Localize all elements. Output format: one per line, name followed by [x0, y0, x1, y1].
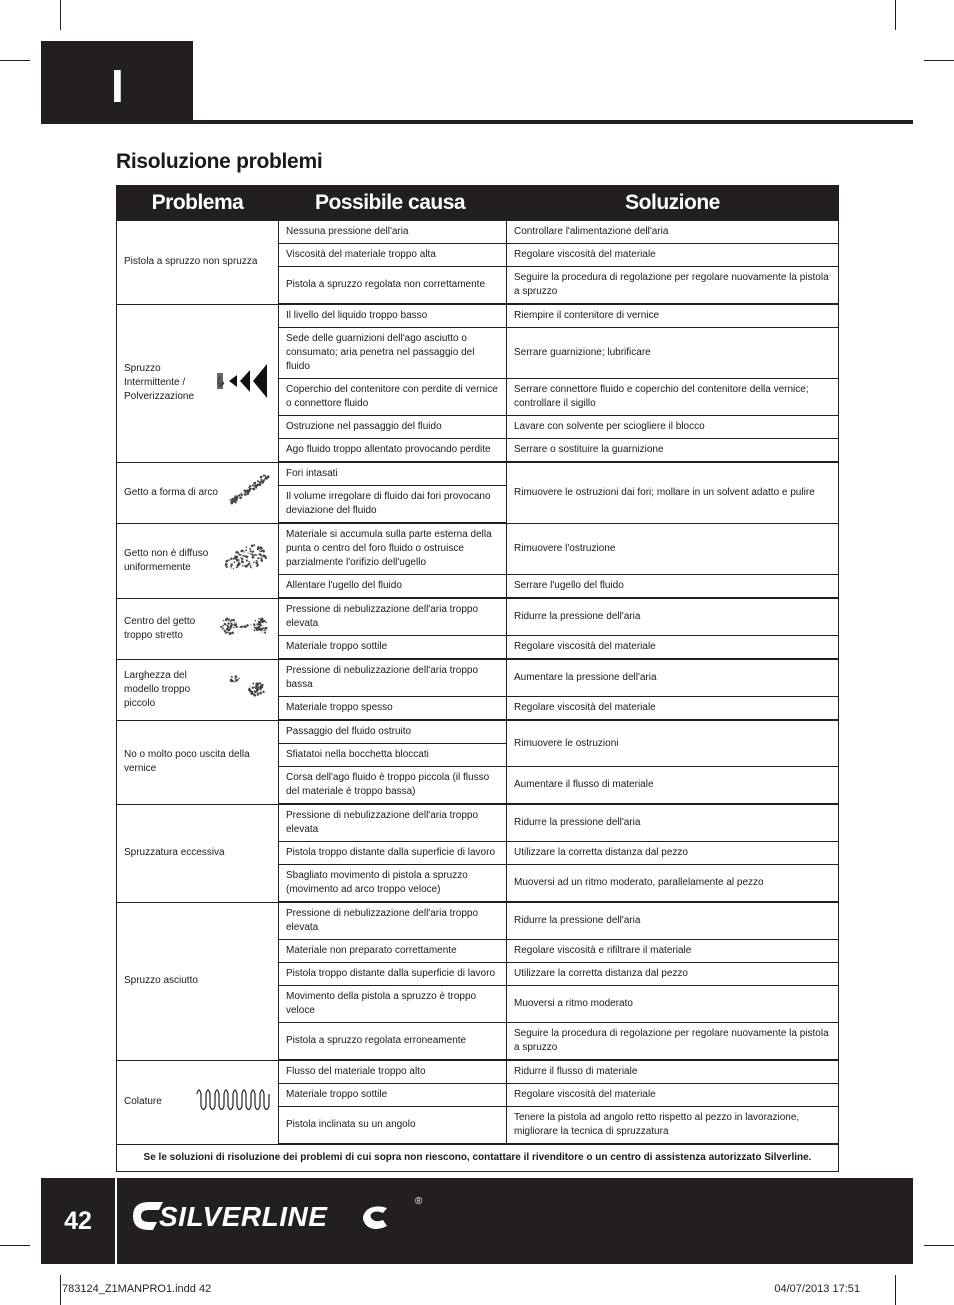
- table-row: [117, 598, 839, 636]
- cause-cell: Pistola a spruzzo regolata non correttamente: [279, 267, 507, 305]
- solution-cell: Muoversi ad un ritmo moderato, parallelamente al pezzo: [507, 865, 839, 903]
- footer-bar: [41, 1178, 913, 1264]
- print-file-slug: 783124_Z1MANPRO1.indd 42: [62, 1283, 212, 1295]
- solution-cell: Tenere la pistola ad angolo retto rispetto al pezzo in lavorazione, migliorare la tecnica di spruzzatura: [507, 1107, 839, 1145]
- cause-cell: Materiale troppo sottile: [279, 636, 507, 660]
- print-date-slug: 04/07/2013 17:51: [774, 1283, 860, 1295]
- header-solution: Soluzione: [507, 186, 839, 221]
- solution-cell: Serrare connettore fluido e coperchio del contenitore della vernice; controllare il sigillo: [507, 379, 839, 416]
- cause-cell: Corsa dell'ago fluido è troppo piccola (il flusso del materiale è troppo bassa): [279, 767, 507, 805]
- problem-cell: [117, 1060, 279, 1144]
- cause-cell: Sfiatatoi nella bocchetta bloccati: [279, 744, 507, 767]
- problem-label: Pistola a spruzzo non spruzza: [124, 256, 258, 268]
- crop-mark: [60, 0, 61, 30]
- intermittent-spray-icon: [215, 361, 271, 406]
- solution-cell: Rimuovere l'ostruzione: [507, 523, 839, 575]
- crop-mark: [895, 0, 896, 30]
- registered-mark: ®: [415, 1196, 423, 1207]
- cause-cell: Pressione di nebulizzazione dell'aria troppo elevata: [279, 598, 507, 636]
- table-row: [117, 523, 839, 575]
- problem-label: Larghezza del modello troppo piccolo: [124, 669, 191, 709]
- solution-cell: Serrare o sostituire la guarnizione: [507, 439, 839, 463]
- cause-cell: Allentare l'ugello del fluido: [279, 575, 507, 599]
- problem-cell: [117, 221, 279, 305]
- cause-cell: Pistola a spruzzo regolata erroneamente: [279, 1023, 507, 1061]
- solution-cell: Lavare con solvente per sciogliere il blocco: [507, 416, 839, 439]
- solution-cell: Regolare viscosità del materiale: [507, 1084, 839, 1107]
- cause-cell: Pistola troppo distante dalla superficie di lavoro: [279, 963, 507, 986]
- problem-label: Getto non è diffuso uniformemente: [124, 547, 209, 573]
- solution-cell: Utilizzare la corretta distanza dal pezzo: [507, 963, 839, 986]
- arc-spray-icon: [227, 473, 271, 512]
- table-body: [117, 221, 839, 1172]
- solution-cell: Regolare viscosità e rifiltrare il materiale: [507, 940, 839, 963]
- silverline-logo: [129, 1186, 429, 1238]
- solution-cell: Aumentare la pressione dell'aria: [507, 659, 839, 697]
- solution-cell: Seguire la procedura di regolazione per regolare nuovamente la pistola a spruzzo: [507, 267, 839, 305]
- table-row: [117, 221, 839, 244]
- crop-mark: [895, 1275, 896, 1305]
- crop-mark: [924, 60, 954, 61]
- table-footnote-row: [117, 1144, 839, 1172]
- cause-cell: Fori intasati: [279, 462, 507, 486]
- logo-wordmark: SILVERLINE: [159, 1201, 328, 1232]
- cause-cell: Materiale non preparato correttamente: [279, 940, 507, 963]
- solution-cell: Serrare l'ugello del fluido: [507, 575, 839, 599]
- solution-cell: Utilizzare la corretta distanza dal pezzo: [507, 842, 839, 865]
- small-pattern-spray-icon: [227, 673, 271, 706]
- problem-label: Centro del getto troppo stretto: [124, 615, 196, 641]
- solution-cell: Ridurre la pressione dell'aria: [507, 902, 839, 940]
- cause-cell: Movimento della pistola a spruzzo è troppo veloce: [279, 986, 507, 1023]
- solution-cell: Aumentare il flusso di materiale: [507, 767, 839, 805]
- cause-cell: Ago fluido troppo allentato provocando perdite: [279, 439, 507, 463]
- problem-cell: [117, 598, 279, 659]
- table-row: [117, 902, 839, 940]
- cause-cell: Flusso del materiale troppo alto: [279, 1060, 507, 1084]
- cause-cell: Nessuna pressione dell'aria: [279, 221, 507, 244]
- cause-cell: Materiale si accumula sulla parte esterna della punta o centro del foro fluido o ostruisce parzialmente l'orifizio dell'ugello: [279, 523, 507, 575]
- problem-cell: [117, 720, 279, 804]
- runs-drips-icon: [195, 1086, 271, 1119]
- cause-cell: Pressione di nebulizzazione dell'aria troppo elevata: [279, 804, 507, 842]
- solution-cell: Muoversi a ritmo moderato: [507, 986, 839, 1023]
- problem-cell: [117, 523, 279, 598]
- table-row: [117, 304, 839, 328]
- problem-cell: [117, 462, 279, 523]
- solution-cell: Rimuovere le ostruzioni dai fori; mollare in un solvent adatto e pulire: [507, 462, 839, 523]
- problem-label: Colature: [124, 1096, 162, 1107]
- cause-cell: Sede delle guarnizioni dell'ago asciutto o consumato; aria penetra nel passaggio del fluido: [279, 328, 507, 379]
- cause-cell: Pressione di nebulizzazione dell'aria troppo elevata: [279, 902, 507, 940]
- section-title: Risoluzione problemi: [116, 150, 323, 173]
- crop-mark: [60, 1275, 61, 1305]
- table-row: [117, 1060, 839, 1084]
- language-tab: [41, 41, 193, 123]
- table-row: [117, 720, 839, 744]
- footer-divider: [115, 1178, 117, 1264]
- crop-mark: [0, 1245, 30, 1246]
- table-footnote: Se le soluzioni di risoluzione dei problemi di cui sopra non riescono, contattare il rivenditore o un centro di assistenza autorizzato Silverline.: [117, 1144, 839, 1172]
- cause-cell: Pistola inclinata su un angolo: [279, 1107, 507, 1145]
- solution-cell: Seguire la procedura di regolazione per regolare nuovamente la pistola a spruzzo: [507, 1023, 839, 1061]
- cause-cell: Viscosità del materiale troppo alta: [279, 244, 507, 267]
- problem-label: No o molto poco uscita della vernice: [124, 749, 250, 774]
- solution-cell: Ridurre la pressione dell'aria: [507, 598, 839, 636]
- solution-cell: Rimuovere le ostruzioni: [507, 720, 839, 767]
- cause-cell: Coperchio del contenitore con perdite di vernice o connettore fluido: [279, 379, 507, 416]
- header-cause: Possibile causa: [279, 186, 507, 221]
- cause-cell: Materiale troppo spesso: [279, 697, 507, 721]
- cause-cell: Il volume irregolare di fluido dai fori provocano deviazione del fluido: [279, 486, 507, 524]
- header-problem: Problema: [117, 186, 279, 221]
- cause-cell: Il livello del liquido troppo basso: [279, 304, 507, 328]
- solution-cell: Regolare viscosità del materiale: [507, 697, 839, 721]
- problem-cell: [117, 902, 279, 1060]
- cause-cell: Ostruzione nel passaggio del fluido: [279, 416, 507, 439]
- problem-label: Spruzzatura eccessiva: [124, 847, 225, 858]
- problem-cell: [117, 304, 279, 462]
- troubleshooting-table: [116, 185, 839, 1172]
- table-row: [117, 462, 839, 486]
- language-code: I: [111, 60, 124, 112]
- table-row: [117, 804, 839, 842]
- solution-cell: Ridurre la pressione dell'aria: [507, 804, 839, 842]
- cause-cell: Pistola troppo distante dalla superficie di lavoro: [279, 842, 507, 865]
- solution-cell: Regolare viscosità del materiale: [507, 244, 839, 267]
- solution-cell: Regolare viscosità del materiale: [507, 636, 839, 660]
- cause-cell: Passaggio del fluido ostruito: [279, 720, 507, 744]
- problem-label: Spruzzo asciutto: [124, 975, 198, 986]
- crop-mark: [924, 1245, 954, 1246]
- cause-cell: Materiale troppo sottile: [279, 1084, 507, 1107]
- header-rule: [41, 120, 913, 124]
- crop-mark: [0, 60, 30, 61]
- solution-cell: Serrare guarnizione; lubrificare: [507, 328, 839, 379]
- solution-cell: Controllare l'alimentazione dell'aria: [507, 221, 839, 244]
- cause-cell: Pressione di nebulizzazione dell'aria troppo bassa: [279, 659, 507, 697]
- problem-cell: [117, 659, 279, 720]
- table-header-row: [117, 186, 839, 221]
- page-number: 42: [64, 1206, 92, 1235]
- table-row: [117, 659, 839, 697]
- problem-label: Getto a forma di arco: [124, 486, 218, 498]
- problem-cell: [117, 804, 279, 902]
- narrow-center-spray-icon: [219, 613, 271, 644]
- solution-cell: Riempire il contenitore di vernice: [507, 304, 839, 328]
- uneven-spray-icon: [221, 540, 271, 581]
- problem-label: Spruzzo Intermittente / Polverizzazione: [124, 363, 195, 402]
- cause-cell: Sbagliato movimento di pistola a spruzzo (movimento ad arco troppo veloce): [279, 865, 507, 903]
- solution-cell: Ridurre il flusso di materiale: [507, 1060, 839, 1084]
- silverline-logo-mark: [129, 1186, 429, 1238]
